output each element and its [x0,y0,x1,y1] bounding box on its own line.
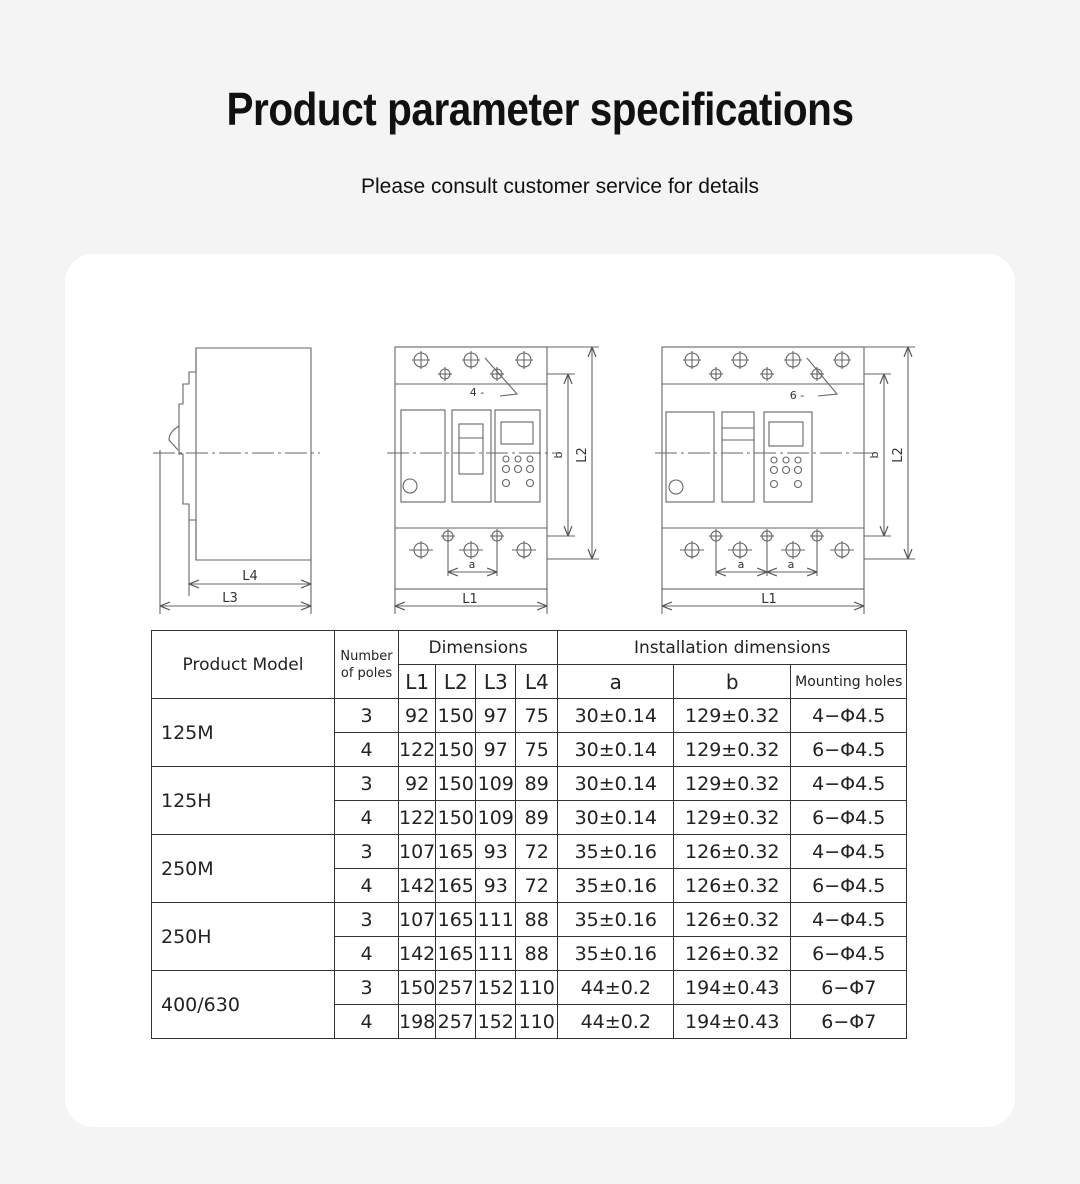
l3-label: L3 [222,591,238,606]
l3-cell: 109 [476,801,516,835]
l3-cell: 93 [476,835,516,869]
l3-cell: 109 [476,767,516,801]
l3-cell: 152 [476,971,516,1005]
holes-cell: 6−Φ7 [791,1005,907,1039]
spec-card [65,254,1015,1127]
b-cell: 129±0.32 [674,801,791,835]
b-cell: 194±0.43 [674,1005,791,1039]
a-cell: 44±0.2 [558,971,674,1005]
l4-cell: 89 [516,801,558,835]
a-cell: 30±0.14 [558,699,674,733]
product-model-cell: 125H [152,767,335,835]
page-subtitle: Please consult customer service for details [360,175,759,198]
three-pole-drawing [387,347,599,614]
header-installation-dimensions: Installation dimensions [558,631,907,665]
l4-cell: 110 [516,1005,558,1039]
l2-cell: 150 [436,733,476,767]
four-pole-l1-label: L1 [761,592,777,607]
l2-cell: 257 [436,1005,476,1039]
l2-cell: 150 [436,801,476,835]
four-pole-l2-label: L2 [891,447,906,463]
b-cell: 129±0.32 [674,733,791,767]
l1-cell: 107 [399,903,436,937]
b-cell: 129±0.32 [674,767,791,801]
holes-cell: 4−Φ4.5 [791,767,907,801]
holes-cell: 4−Φ4.5 [791,699,907,733]
three-pole-a-label: a [468,558,476,571]
dimension-drawings [65,254,1015,634]
b-cell: 126±0.32 [674,835,791,869]
poles-cell: 4 [335,937,399,971]
l4-cell: 89 [516,767,558,801]
l3-cell: 152 [476,1005,516,1039]
l4-cell: 72 [516,869,558,903]
l3-cell: 97 [476,733,516,767]
l4-cell: 75 [516,699,558,733]
holes-cell: 6−Φ4.5 [791,937,907,971]
l4-cell: 88 [516,903,558,937]
l2-cell: 150 [436,699,476,733]
l2-cell: 165 [436,835,476,869]
product-model-cell: 125M [152,699,335,767]
b-cell: 126±0.32 [674,903,791,937]
four-pole-drawing [655,347,915,614]
three-pole-l2-label: L2 [575,447,590,463]
l3-cell: 111 [476,903,516,937]
l1-cell: 142 [399,937,436,971]
l1-cell: 92 [399,767,436,801]
table-row [152,835,907,869]
poles-cell: 3 [335,903,399,937]
a-cell: 35±0.16 [558,937,674,971]
header-l3: L3 [476,665,516,699]
a-cell: 30±0.14 [558,767,674,801]
b-cell: 126±0.32 [674,869,791,903]
page-title: Product parameter specifications [226,83,854,135]
a-cell: 35±0.16 [558,835,674,869]
holes-cell: 6−Φ4.5 [791,869,907,903]
l2-cell: 165 [436,903,476,937]
header-l4: L4 [516,665,558,699]
l4-label: L4 [242,569,258,584]
poles-cell: 3 [335,699,399,733]
four-pole-holes-label: 6 - [789,389,805,402]
holes-cell: 6−Φ7 [791,971,907,1005]
l1-cell: 122 [399,733,436,767]
a-cell: 30±0.14 [558,733,674,767]
l1-cell: 92 [399,699,436,733]
product-model-cell: 250M [152,835,335,903]
header-product-model: Product Model [152,631,335,699]
l1-cell: 150 [399,971,436,1005]
a-cell: 30±0.14 [558,801,674,835]
three-pole-l1-label: L1 [462,592,478,607]
header-a: a [558,665,674,699]
four-pole-b-label: b [868,451,881,459]
header-mounting-holes: Mounting holes [791,665,907,699]
l4-cell: 88 [516,937,558,971]
l2-cell: 150 [436,767,476,801]
l1-cell: 122 [399,801,436,835]
l4-cell: 110 [516,971,558,1005]
poles-cell: 3 [335,835,399,869]
spec-table [151,630,907,1039]
l4-cell: 72 [516,835,558,869]
header-number-of-poles: Number of poles [335,631,399,699]
l2-cell: 165 [436,937,476,971]
l3-cell: 111 [476,937,516,971]
l3-cell: 93 [476,869,516,903]
poles-cell: 4 [335,801,399,835]
holes-cell: 4−Φ4.5 [791,903,907,937]
three-pole-b-label: b [552,451,565,459]
table-row [152,767,907,801]
poles-cell: 4 [335,1005,399,1039]
side-view-drawing [153,348,320,614]
holes-cell: 4−Φ4.5 [791,835,907,869]
a-cell: 35±0.16 [558,903,674,937]
b-cell: 129±0.32 [674,699,791,733]
poles-cell: 4 [335,869,399,903]
poles-cell: 3 [335,971,399,1005]
l2-cell: 257 [436,971,476,1005]
poles-cell: 4 [335,733,399,767]
l1-cell: 142 [399,869,436,903]
l3-cell: 97 [476,699,516,733]
l1-cell: 107 [399,835,436,869]
b-cell: 194±0.43 [674,971,791,1005]
a-cell: 35±0.16 [558,869,674,903]
holes-cell: 6−Φ4.5 [791,733,907,767]
l2-cell: 165 [436,869,476,903]
header-b: b [674,665,791,699]
table-row [152,699,907,733]
a-cell: 44±0.2 [558,1005,674,1039]
four-pole-a-label-2: a [787,558,795,571]
l1-cell: 198 [399,1005,436,1039]
l4-cell: 75 [516,733,558,767]
header-dimensions: Dimensions [399,631,558,665]
header-l2: L2 [436,665,476,699]
three-pole-holes-label: 4 - [469,386,485,399]
product-model-cell: 400/630 [152,971,335,1039]
four-pole-a-label-1: a [737,558,745,571]
poles-cell: 3 [335,767,399,801]
b-cell: 126±0.32 [674,937,791,971]
table-row [152,903,907,937]
table-row [152,971,907,1005]
header-l1: L1 [399,665,436,699]
product-model-cell: 250H [152,903,335,971]
holes-cell: 6−Φ4.5 [791,801,907,835]
